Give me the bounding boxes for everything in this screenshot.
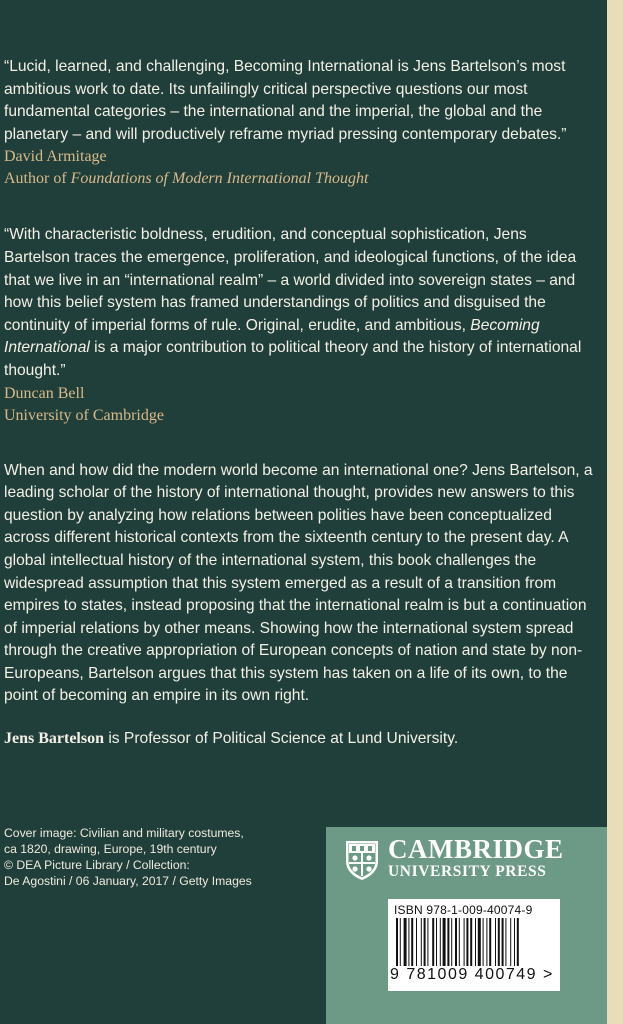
quote-armitage: “Lucid, learned, and challenging, Becoming International is Jens Bartelson’s most ambitious work to date. Its unfailingly critical perspective questions our most fundamental categories – the international and the imperial, the global and the planetary – and will productively reframe myriad pressing contemporary debates.”	[4, 58, 567, 143]
quote-bell-book-title: Becoming International	[4, 316, 540, 357]
author-bio	[4, 728, 596, 751]
quote-bell-text-1: “With characteristic boldness, erudition, and conceptual sophistication, Jens Bartelson traces the emergence, proliferation, and ideological functions, of the idea that we live in an “international realm” – a world divided into sovereign states – and how this belief system has framed understandings of politics and disguised the continuity of imperial forms of rule. Original, erudite, and ambitious,	[4, 226, 577, 334]
quote-bell-text-2: is a major contribution to political theory and the history of international thought.”	[4, 339, 582, 379]
barcode-bars	[396, 918, 546, 966]
quote-affiliation-bell: University of Cambridge	[4, 406, 164, 424]
author-bio-name: Jens Bartelson	[4, 730, 104, 748]
credit-line: Cover image: Civilian and military costumes,	[4, 826, 244, 840]
credit-line: © DEA Picture Library / Collection:	[4, 858, 190, 872]
publisher-name: CAMBRIDGE	[388, 834, 564, 864]
quote-affiliation-armitage	[4, 168, 596, 190]
publisher-panel	[326, 827, 607, 1024]
quote-author-bell: Duncan Bell	[4, 384, 85, 402]
isbn-barcode	[388, 899, 560, 991]
credit-line: De Agostini / 06 January, 2017 / Getty Images	[4, 874, 252, 888]
isbn-label: ISBN 978-1-009-40074-9	[394, 903, 533, 917]
back-cover-text	[4, 56, 596, 751]
affiliation-prefix: Author of	[4, 170, 71, 188]
book-description: When and how did the modern world become an international one? Jens Bartelson, a leading scholar of the history of international thought, provides new answers to this question by analyzing how relations between polities have been conceptualized across different historical contexts from the sixteenth century to the present day. A global intellectual history of the international system, this book challenges the widespread assumption that this system emerged as a result of a transition from empires to states, instead proposing that the international realm is but a continuation of imperial relations by other means. Showing how the international system spread through the creative appropriation of European concepts of nation and state by non-Europeans, Bartelson argues that this system has taken on a life of its own, to the point of becoming an empire in its own right.	[4, 461, 593, 705]
cover-image-credit	[4, 825, 304, 889]
cambridge-crest-icon	[344, 839, 380, 881]
quote-author-armitage: David Armitage	[4, 148, 107, 166]
affiliation-book-title: Foundations of Modern International Thought	[70, 170, 369, 188]
barcode-digits: 9 781009 400749 >	[390, 966, 554, 983]
spine-strip	[607, 0, 623, 1024]
publisher-subtitle: UNIVERSITY PRESS	[388, 863, 547, 880]
author-bio-text: is Professor of Political Science at Lund University.	[104, 730, 459, 748]
quote-bell	[4, 224, 596, 382]
credit-line: ca 1820, drawing, Europe, 19th century	[4, 842, 217, 856]
